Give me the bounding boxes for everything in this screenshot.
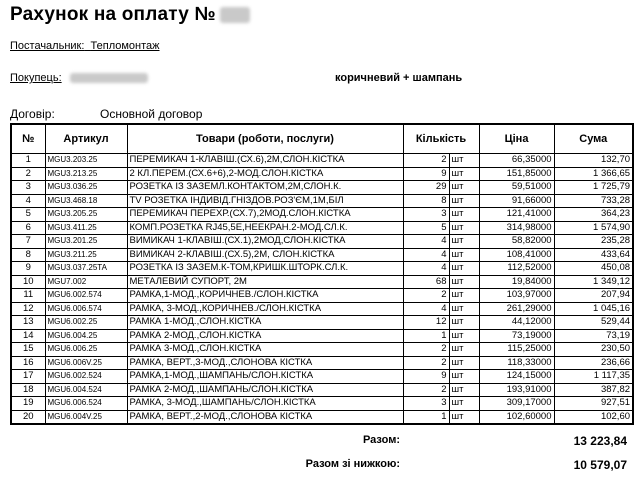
row-unit: шт bbox=[449, 356, 479, 370]
row-goods-name: РОЗЕТКА ІЗ ЗАЗЕМ.К-ТОМ,КРИШК.ШТОРК.СЛ.К. bbox=[127, 262, 403, 276]
row-goods-name: РАМКА,1-МОД.,КОРИЧНЕВ./СЛОН.КІСТКА bbox=[127, 289, 403, 303]
row-quantity: 4 bbox=[403, 302, 449, 316]
invoice-title-text: Рахунок на оплату № bbox=[10, 4, 216, 25]
table-row bbox=[11, 397, 633, 411]
row-sum: 1 349,12 bbox=[554, 275, 633, 289]
row-price: 59,51000 bbox=[479, 181, 554, 195]
row-price: 261,29000 bbox=[479, 302, 554, 316]
row-price: 19,84000 bbox=[479, 275, 554, 289]
row-unit: шт bbox=[449, 397, 479, 411]
row-number: 17 bbox=[11, 370, 45, 384]
row-quantity: 1 bbox=[403, 329, 449, 343]
row-article: MGU3.468.18 bbox=[45, 194, 127, 208]
row-article: MGU6.004.524 bbox=[45, 383, 127, 397]
table-row bbox=[11, 154, 633, 168]
row-price: 193,91000 bbox=[479, 383, 554, 397]
row-goods-name: КОМП.РОЗЕТКА RJ45,5Е,НЕЕКРАН.2-МОД.СЛ.К. bbox=[127, 221, 403, 235]
table-row bbox=[11, 410, 633, 424]
row-unit: шт bbox=[449, 248, 479, 262]
row-article: MGU3.036.25 bbox=[45, 181, 127, 195]
row-number: 3 bbox=[11, 181, 45, 195]
row-unit: шт bbox=[449, 370, 479, 384]
row-goods-name: ВИМИКАЧ 2-КЛАВІШ.(СХ.5),2М, СЛОН.КІСТКА bbox=[127, 248, 403, 262]
row-quantity: 2 bbox=[403, 383, 449, 397]
row-price: 309,17000 bbox=[479, 397, 554, 411]
table-row bbox=[11, 221, 633, 235]
redacted-invoice-number bbox=[220, 7, 250, 23]
row-article: MGU3.201.25 bbox=[45, 235, 127, 249]
row-unit: шт bbox=[449, 208, 479, 222]
row-number: 11 bbox=[11, 289, 45, 303]
row-price: 66,35000 bbox=[479, 154, 554, 168]
row-sum: 433,64 bbox=[554, 248, 633, 262]
total-value: 13 223,84 bbox=[573, 434, 627, 448]
row-article: MGU3.205.25 bbox=[45, 208, 127, 222]
row-price: 91,66000 bbox=[479, 194, 554, 208]
row-number: 14 bbox=[11, 329, 45, 343]
row-article: MGU6.006.25 bbox=[45, 343, 127, 357]
row-article: MGU6.006.524 bbox=[45, 397, 127, 411]
row-quantity: 4 bbox=[403, 235, 449, 249]
header-sum: Сума bbox=[554, 124, 633, 154]
row-article: MGU3.037.25TA bbox=[45, 262, 127, 276]
row-quantity: 1 bbox=[403, 410, 449, 424]
row-unit: шт bbox=[449, 154, 479, 168]
row-sum: 230,50 bbox=[554, 343, 633, 357]
row-sum: 1 574,90 bbox=[554, 221, 633, 235]
row-unit: шт bbox=[449, 262, 479, 276]
row-number: 8 bbox=[11, 248, 45, 262]
row-quantity: 4 bbox=[403, 262, 449, 276]
row-sum: 450,08 bbox=[554, 262, 633, 276]
row-article: MGU3.213.25 bbox=[45, 167, 127, 181]
table-row bbox=[11, 235, 633, 249]
buyer-label: Покупець: bbox=[10, 72, 62, 84]
header-article: Артикул bbox=[45, 124, 127, 154]
row-article: MGU6.004V.25 bbox=[45, 410, 127, 424]
discount-total-value: 10 579,07 bbox=[573, 458, 627, 472]
row-sum: 207,94 bbox=[554, 289, 633, 303]
row-unit: шт bbox=[449, 194, 479, 208]
table-row bbox=[11, 289, 633, 303]
row-article: MGU3.211.25 bbox=[45, 248, 127, 262]
table-row bbox=[11, 370, 633, 384]
row-sum: 132,70 bbox=[554, 154, 633, 168]
row-article: MGU6.002.524 bbox=[45, 370, 127, 384]
row-number: 13 bbox=[11, 316, 45, 330]
row-quantity: 8 bbox=[403, 194, 449, 208]
row-quantity: 5 bbox=[403, 221, 449, 235]
row-unit: шт bbox=[449, 383, 479, 397]
row-goods-name: РАМКА 2-МОД.,СЛОН.КІСТКА bbox=[127, 329, 403, 343]
table-header-row bbox=[11, 124, 633, 154]
row-sum: 1 725,79 bbox=[554, 181, 633, 195]
table-row bbox=[11, 194, 633, 208]
contract-label: Договір: bbox=[10, 107, 55, 121]
row-price: 112,52000 bbox=[479, 262, 554, 276]
row-article: MGU6.004.25 bbox=[45, 329, 127, 343]
table-row bbox=[11, 383, 633, 397]
row-price: 58,82000 bbox=[479, 235, 554, 249]
row-quantity: 68 bbox=[403, 275, 449, 289]
row-article: MGU6.006.574 bbox=[45, 302, 127, 316]
row-goods-name: РАМКА, ВЕРТ.,3-МОД.,СЛОНОВА КІСТКА bbox=[127, 356, 403, 370]
row-unit: шт bbox=[449, 316, 479, 330]
row-quantity: 4 bbox=[403, 248, 449, 262]
row-number: 19 bbox=[11, 397, 45, 411]
row-sum: 387,82 bbox=[554, 383, 633, 397]
table-row bbox=[11, 343, 633, 357]
row-number: 18 bbox=[11, 383, 45, 397]
row-quantity: 2 bbox=[403, 154, 449, 168]
row-quantity: 2 bbox=[403, 343, 449, 357]
row-sum: 529,44 bbox=[554, 316, 633, 330]
row-goods-name: 2 КЛ.ПЕРЕМ.(СХ.6+6),2-МОД.СЛОН.КІСТКА bbox=[127, 167, 403, 181]
supplier-name: Тепломонтаж bbox=[90, 40, 160, 52]
row-article: MGU6.002.574 bbox=[45, 289, 127, 303]
row-unit: шт bbox=[449, 343, 479, 357]
table-row bbox=[11, 167, 633, 181]
row-price: 103,97000 bbox=[479, 289, 554, 303]
row-unit: шт bbox=[449, 181, 479, 195]
row-article: MGU7.002 bbox=[45, 275, 127, 289]
row-quantity: 9 bbox=[403, 167, 449, 181]
row-number: 16 bbox=[11, 356, 45, 370]
row-sum: 1 117,35 bbox=[554, 370, 633, 384]
row-goods-name: РАМКА 1-МОД.,СЛОН.КІСТКА bbox=[127, 316, 403, 330]
row-sum: 73,19 bbox=[554, 329, 633, 343]
row-price: 121,41000 bbox=[479, 208, 554, 222]
row-quantity: 2 bbox=[403, 289, 449, 303]
header-price: Ціна bbox=[479, 124, 554, 154]
row-quantity: 3 bbox=[403, 397, 449, 411]
table-row bbox=[11, 181, 633, 195]
row-number: 7 bbox=[11, 235, 45, 249]
total-label: Разом: bbox=[362, 434, 400, 446]
row-sum: 236,66 bbox=[554, 356, 633, 370]
row-number: 12 bbox=[11, 302, 45, 316]
row-number: 10 bbox=[11, 275, 45, 289]
row-unit: шт bbox=[449, 302, 479, 316]
row-goods-name: TV РОЗЕТКА ІНДИВІД.ГНІЗДОВ.РОЗ'ЄМ,1М,БІЛ bbox=[127, 194, 403, 208]
row-quantity: 12 bbox=[403, 316, 449, 330]
row-unit: шт bbox=[449, 235, 479, 249]
row-article: MGU3.203.25 bbox=[45, 154, 127, 168]
buyer-line bbox=[10, 72, 148, 84]
row-article: MGU3.411.25 bbox=[45, 221, 127, 235]
table-row bbox=[11, 302, 633, 316]
row-quantity: 9 bbox=[403, 370, 449, 384]
row-number: 2 bbox=[11, 167, 45, 181]
invoice-title bbox=[10, 4, 250, 26]
row-quantity: 3 bbox=[403, 208, 449, 222]
table-row bbox=[11, 356, 633, 370]
table-row bbox=[11, 329, 633, 343]
row-number: 6 bbox=[11, 221, 45, 235]
row-goods-name: РАМКА 3-МОД.,СЛОН.КІСТКА bbox=[127, 343, 403, 357]
row-unit: шт bbox=[449, 410, 479, 424]
row-price: 102,60000 bbox=[479, 410, 554, 424]
row-price: 73,19000 bbox=[479, 329, 554, 343]
row-number: 9 bbox=[11, 262, 45, 276]
row-number: 15 bbox=[11, 343, 45, 357]
row-article: MGU6.002.25 bbox=[45, 316, 127, 330]
supplier-label: Постачальник: bbox=[10, 40, 85, 52]
header-goods: Товари (роботи, послуги) bbox=[127, 124, 403, 154]
row-price: 44,12000 bbox=[479, 316, 554, 330]
row-number: 5 bbox=[11, 208, 45, 222]
row-sum: 235,28 bbox=[554, 235, 633, 249]
table-row bbox=[11, 275, 633, 289]
row-goods-name: РАМКА 2-МОД.,ШАМПАНЬ/СЛОН.КІСТКА bbox=[127, 383, 403, 397]
items-table bbox=[10, 123, 634, 425]
row-goods-name: РОЗЕТКА ІЗ ЗАЗЕМЛ.КОНТАКТОМ,2М,СЛОН.К. bbox=[127, 181, 403, 195]
row-unit: шт bbox=[449, 275, 479, 289]
row-quantity: 29 bbox=[403, 181, 449, 195]
row-goods-name: РАМКА, 3-МОД.,КОРИЧНЕВ./СЛОН.КІСТКА bbox=[127, 302, 403, 316]
table-body bbox=[11, 154, 633, 425]
row-goods-name: МЕТАЛЕВИЙ СУПОРТ, 2М bbox=[127, 275, 403, 289]
row-goods-name: РАМКА, ВЕРТ.,2-МОД.,СЛОНОВА КІСТКА bbox=[127, 410, 403, 424]
row-unit: шт bbox=[449, 289, 479, 303]
row-sum: 364,23 bbox=[554, 208, 633, 222]
header-qty: Кількість bbox=[403, 124, 479, 154]
row-price: 124,15000 bbox=[479, 370, 554, 384]
table-row bbox=[11, 316, 633, 330]
row-goods-name: ПЕРЕМИКАЧ ПЕРЕХР.(СХ.7),2МОД.СЛОН.КІСТКА bbox=[127, 208, 403, 222]
row-number: 20 bbox=[11, 410, 45, 424]
discount-total-label: Разом зі нижкою: bbox=[305, 458, 400, 470]
table-row bbox=[11, 248, 633, 262]
row-quantity: 2 bbox=[403, 356, 449, 370]
table-row bbox=[11, 262, 633, 276]
row-goods-name: ВИМИКАЧ 1-КЛАВІШ.(СХ.1),2МОД,СЛОН.КІСТКА bbox=[127, 235, 403, 249]
row-article: MGU6.006V.25 bbox=[45, 356, 127, 370]
row-unit: шт bbox=[449, 221, 479, 235]
header-num: № bbox=[11, 124, 45, 154]
row-price: 118,33000 bbox=[479, 356, 554, 370]
row-price: 115,25000 bbox=[479, 343, 554, 357]
row-goods-name: РАМКА,1-МОД.,ШАМПАНЬ/СЛОН.КІСТКА bbox=[127, 370, 403, 384]
row-sum: 927,51 bbox=[554, 397, 633, 411]
row-sum: 1 045,16 bbox=[554, 302, 633, 316]
row-number: 1 bbox=[11, 154, 45, 168]
supplier-line bbox=[10, 40, 160, 52]
row-price: 108,41000 bbox=[479, 248, 554, 262]
row-unit: шт bbox=[449, 329, 479, 343]
contract-value: Основной договор bbox=[100, 107, 203, 121]
row-sum: 733,28 bbox=[554, 194, 633, 208]
row-number: 4 bbox=[11, 194, 45, 208]
row-price: 314,98000 bbox=[479, 221, 554, 235]
row-sum: 1 366,65 bbox=[554, 167, 633, 181]
color-note: коричневий + шампань bbox=[335, 72, 463, 84]
row-unit: шт bbox=[449, 167, 479, 181]
row-goods-name: ПЕРЕМИКАЧ 1-КЛАВІШ.(СХ.6),2М,СЛОН.КІСТКА bbox=[127, 154, 403, 168]
row-sum: 102,60 bbox=[554, 410, 633, 424]
row-price: 151,85000 bbox=[479, 167, 554, 181]
table-row bbox=[11, 208, 633, 222]
row-goods-name: РАМКА, 3-МОД.,ШАМПАНЬ/СЛОН.КІСТКА bbox=[127, 397, 403, 411]
redacted-buyer-name bbox=[70, 73, 148, 83]
